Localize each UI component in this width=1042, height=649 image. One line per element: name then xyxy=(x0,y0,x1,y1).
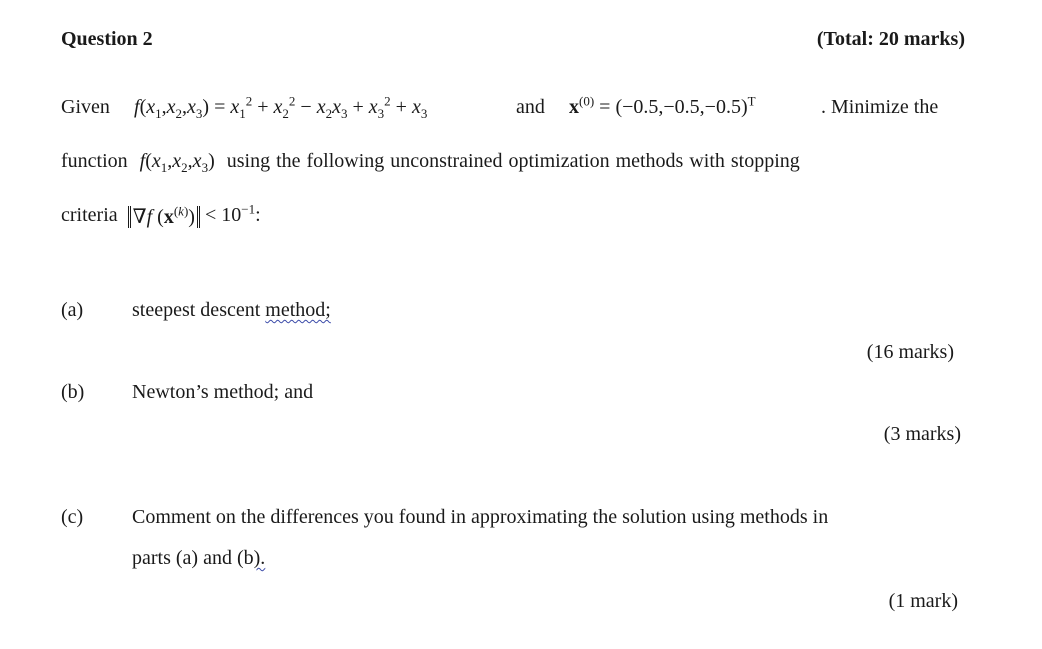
part-c-text-flagged: ). xyxy=(253,547,266,569)
gradient-norm: ∇f $(x^{(k)})$ xyxy=(128,206,200,228)
total-marks: (Total: 20 marks) xyxy=(816,28,965,50)
part-b-label: (b) xyxy=(61,381,85,403)
and-word: and xyxy=(516,96,545,118)
stem-line-2 xyxy=(61,150,800,173)
stem-line-3 xyxy=(61,201,261,228)
part-a-marks: (16 marks) xyxy=(866,341,954,363)
stopping-criterion: ∇f $(x^{(k)}) < 10^{-1}$: xyxy=(123,204,261,226)
part-a-label: (a) xyxy=(61,299,84,321)
part-b-text: Newton’s method; and xyxy=(132,381,314,403)
initial-point: $x^{(0)} = (-0.5,-0.5,-0.5)^T$ xyxy=(569,93,756,118)
function-definition: $f(x_1,x_2,x_3) = x_1^2 + x_2^2 - x_2x_3 + x_3^2 + x_3$ xyxy=(134,93,428,121)
part-b-marks: (3 marks) xyxy=(883,423,961,445)
minimize-text: . Minimize the xyxy=(821,96,939,118)
question-title: Question 2 xyxy=(61,28,153,50)
criteria-word: criteria xyxy=(61,204,118,226)
part-a-text xyxy=(132,299,331,322)
part-c-text-line-2-main: parts (a) and (b xyxy=(132,547,254,569)
part-a-text-flagged: method; xyxy=(265,299,331,321)
part-c-label: (c) xyxy=(61,506,84,528)
part-c-marks: (1 mark) xyxy=(888,590,958,612)
function-symbol: $f(x_1,x_2,x_3)$ xyxy=(139,150,221,175)
part-c-text-line-2 xyxy=(132,547,265,570)
question-header xyxy=(61,28,965,56)
given-word: Given xyxy=(61,96,110,118)
part-c-text-line-1: Comment on the differences you found in approximating the solution using methods in xyxy=(132,506,829,528)
part-a-text-main: steepest descent xyxy=(132,299,266,321)
stem-line-2-text: using the following unconstrained optimization methods with stopping xyxy=(226,150,800,172)
function-word: function xyxy=(61,150,128,172)
